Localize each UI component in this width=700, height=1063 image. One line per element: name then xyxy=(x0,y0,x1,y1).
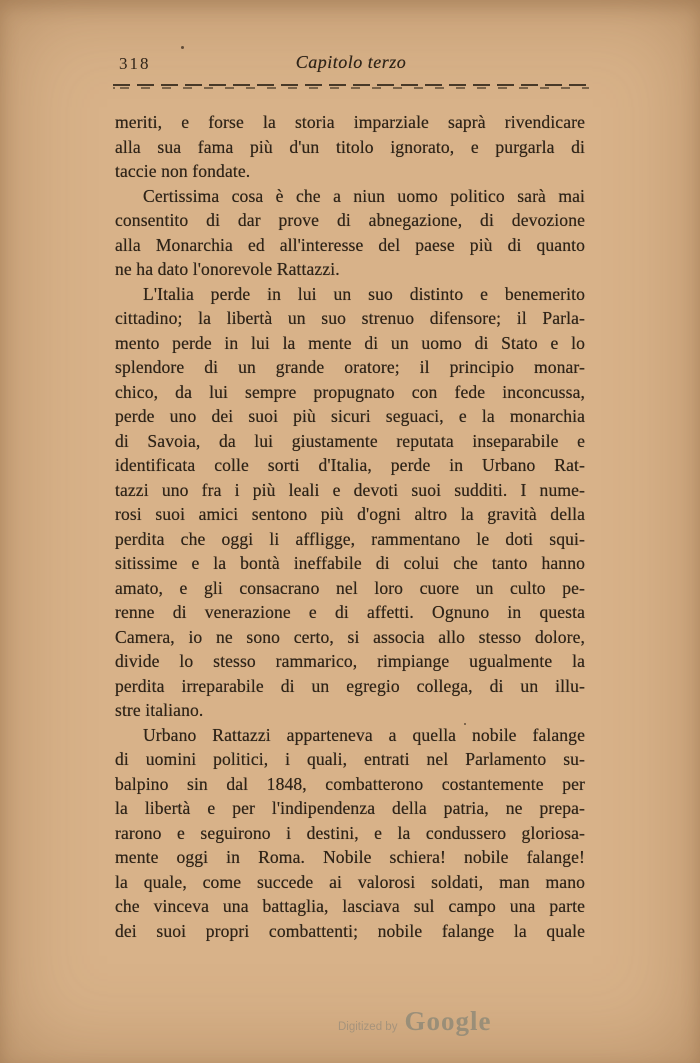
text-line: ne ha dato l'onorevole Rattazzi. xyxy=(115,259,340,279)
text-line: dei suoi propri combattenti; nobile falange la quale xyxy=(115,920,585,941)
text-line: la libertà e per l'indipendenza della patria, ne prepa- xyxy=(115,798,585,818)
text-line: mento perde in lui la mente di un uomo di Stato e lo xyxy=(115,332,585,353)
header-rule xyxy=(113,84,589,90)
page-footer xyxy=(338,1006,491,1037)
text-line: stre italiano. xyxy=(115,700,204,720)
text-line: balpino sin dal 1848, combatterono costantemente per xyxy=(115,773,585,794)
text-line: identificata colle sorti d'Italia, perde in Urbano Rat- xyxy=(115,455,585,475)
page-header xyxy=(115,52,587,78)
page-number: 318 xyxy=(119,54,151,73)
text-line: perdita che oggi li affligge, rammentano le doti squi- xyxy=(115,528,585,549)
text-line: L'Italia perde in lui un suo distinto e benemerito xyxy=(143,283,585,304)
text-line: tazzi uno fra i più leali e devoti suoi sudditi. I nume- xyxy=(115,479,585,500)
digitized-by-label: Digitized by xyxy=(338,1021,398,1033)
text-line: la quale, come succede ai valorosi soldati, man mano xyxy=(115,871,585,892)
scan-speck xyxy=(181,46,184,49)
text-line: perdita irreparabile di un egregio collega, di un illu- xyxy=(115,675,585,696)
chapter-title: Capitolo terzo xyxy=(295,52,407,72)
text-line: alla sua fama più d'un titolo ignorato, e purgarla di xyxy=(115,136,585,157)
text-line: divide lo stesso rammarico, rimpiange ugualmente la xyxy=(115,651,585,671)
text-line: consentito di dar prove di abnegazione, di devozione xyxy=(115,210,585,230)
text-line: rarono e seguirono i destini, e la condussero gloriosa- xyxy=(115,822,585,843)
google-watermark: Google xyxy=(404,1006,492,1036)
text-line: renne di venerazione e di affetti. Ognuno in questa xyxy=(115,602,585,622)
text-line: di uomini politici, i quali, entrati nel Parlamento su- xyxy=(115,749,585,769)
text-line: alla Monarchia ed all'interesse del paese più di quanto xyxy=(115,234,585,255)
text-line: di Savoia, da lui giustamente reputata inseparabile e xyxy=(115,430,585,451)
text-line: mente oggi in Roma. Nobile schiera! nobile falange! xyxy=(115,847,585,867)
text-line: cittadino; la libertà un suo strenuo difensore; il Parla- xyxy=(115,308,585,328)
text-line: splendore di un grande oratore; il principio monar- xyxy=(115,357,585,377)
text-line: amato, e gli consacrano nel loro cuore un culto pe- xyxy=(115,577,585,598)
text-line: taccie non fondate. xyxy=(115,161,251,181)
body-text xyxy=(115,110,585,943)
text-line: che vinceva una battaglia, lasciava sul campo una parte xyxy=(115,896,585,916)
text-line: meriti, e forse la storia imparziale saprà rivendicare xyxy=(115,112,585,132)
text-line: rosi suoi amici sentono più d'ogni altro la gravità della xyxy=(115,504,585,524)
text-line: Certissima cosa è che a niun uomo politico sarà mai xyxy=(143,185,585,206)
text-line: Urbano Rattazzi apparteneva a quella nobile falange xyxy=(143,724,585,745)
text-line: Camera, io ne sono certo, si associa allo stesso dolore, xyxy=(115,626,585,647)
text-line: sitissime e la bontà ineffabile di colui che tanto hanno xyxy=(115,553,585,573)
text-line: perde uno dei suoi più sicuri seguaci, e la monarchia xyxy=(115,406,585,426)
text-line: chico, da lui sempre propugnato con fede inconcussa, xyxy=(115,381,585,402)
